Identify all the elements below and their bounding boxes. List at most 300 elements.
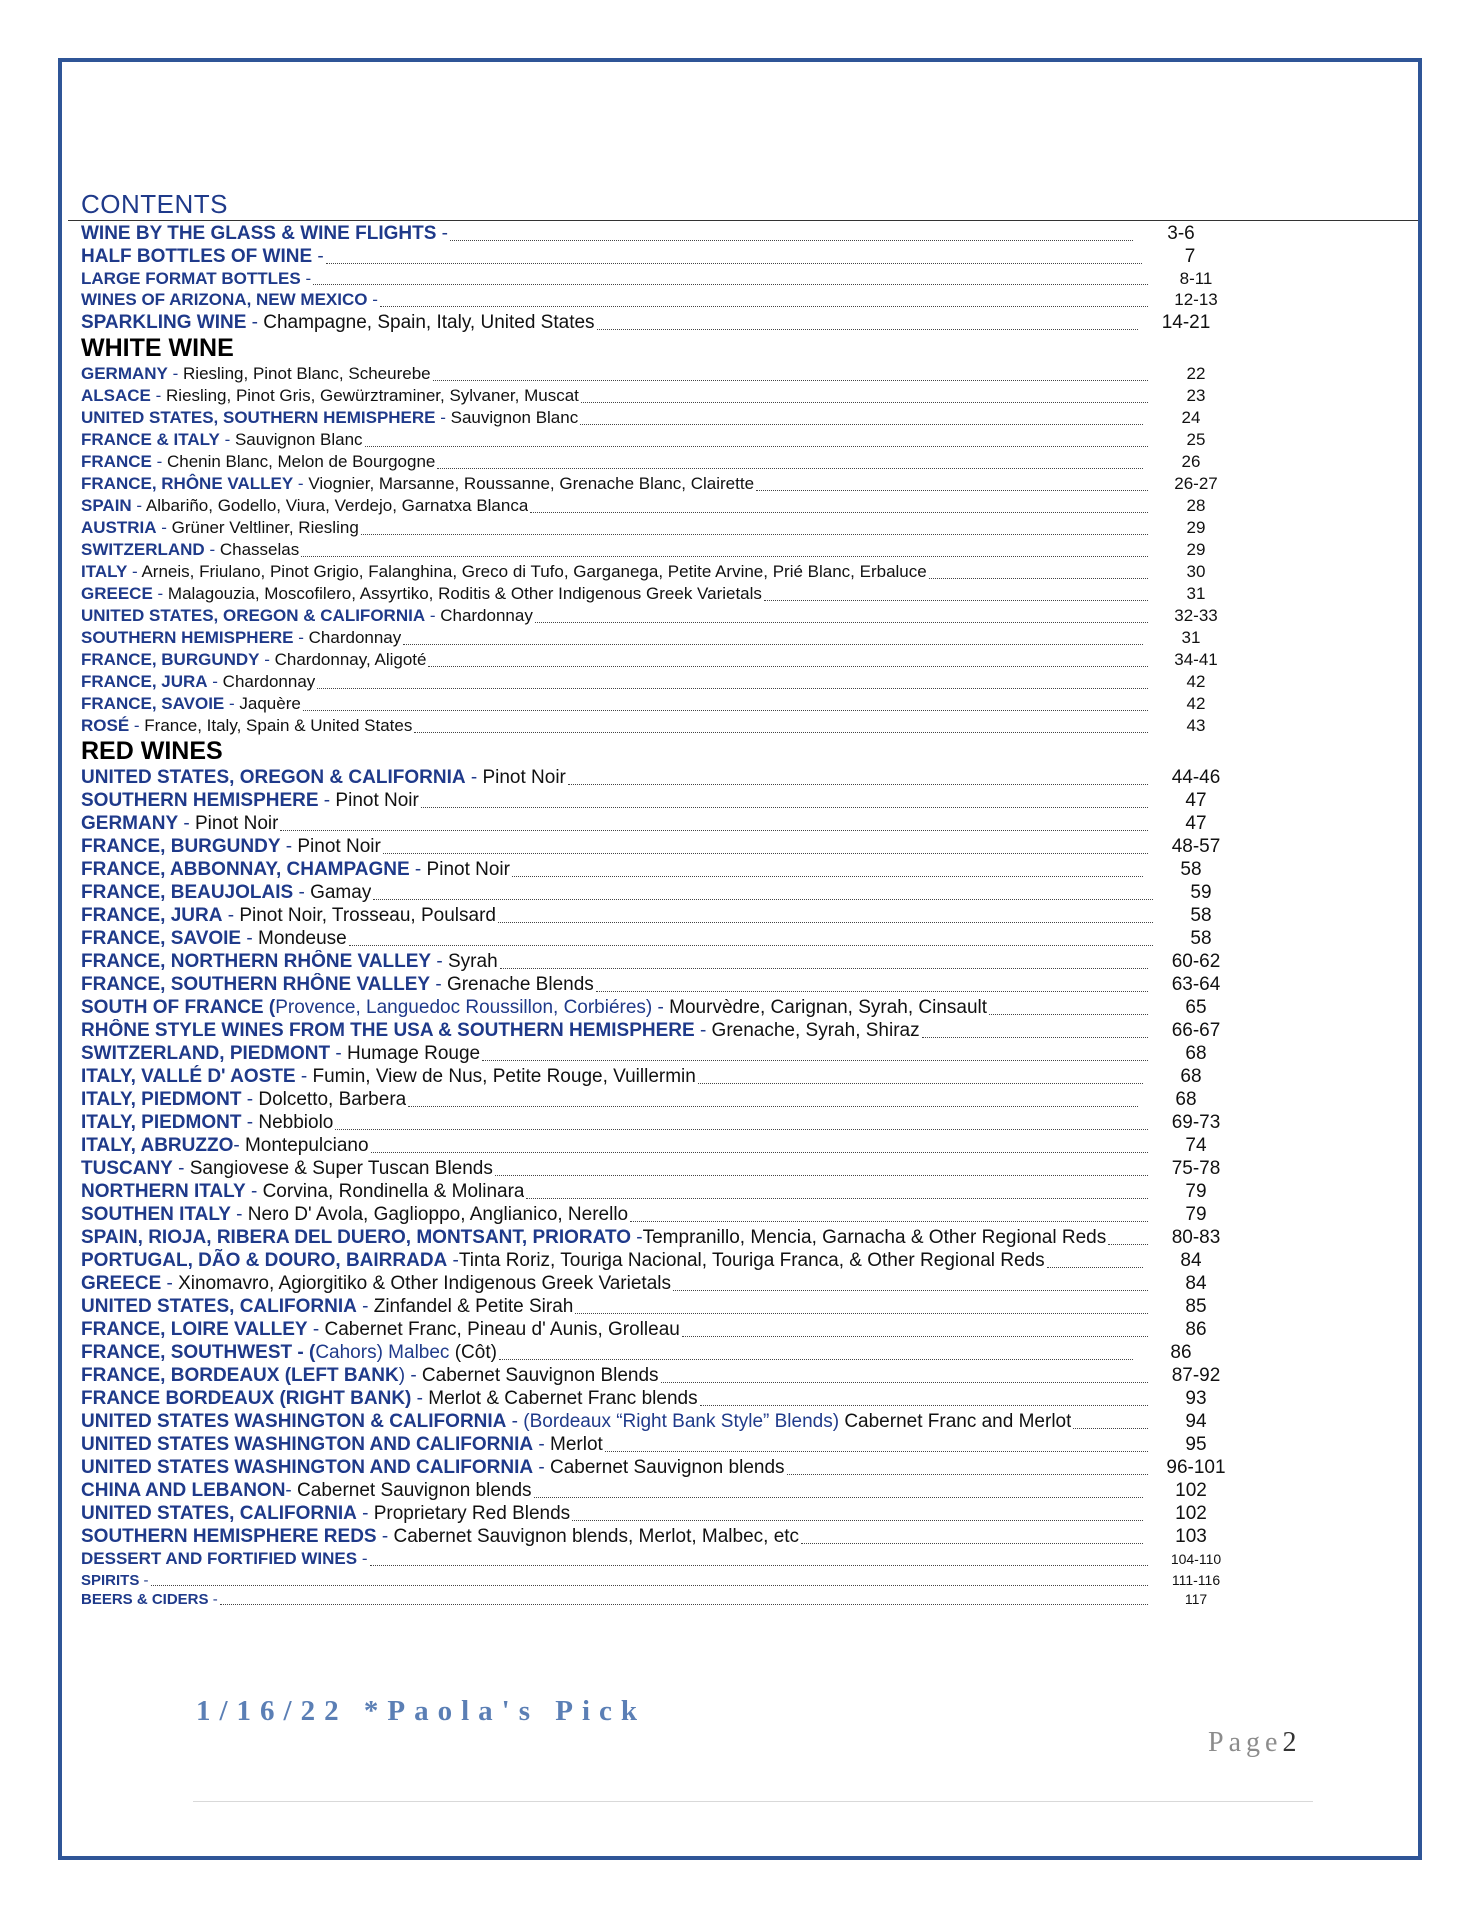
toc-separator: -	[293, 474, 304, 493]
dot-leader	[495, 1175, 1148, 1176]
dot-leader	[580, 424, 1143, 425]
toc-description: Pinot Noir	[189, 813, 279, 834]
toc-row[interactable]	[81, 1387, 1241, 1410]
toc-row[interactable]	[81, 1180, 1241, 1203]
toc-description: Chardonnay	[303, 628, 402, 647]
toc-entry	[81, 245, 324, 268]
toc-region: FRANCE, SOUTHWEST - (	[81, 1342, 316, 1363]
dot-leader	[1108, 1244, 1148, 1245]
toc-page-number: 26-27	[1174, 474, 1218, 493]
toc-page-number: 86	[1170, 1342, 1192, 1363]
toc-page-number: 69-73	[1171, 1112, 1221, 1133]
toc-row[interactable]	[81, 1295, 1241, 1318]
dot-leader	[756, 490, 1148, 491]
toc-entry	[81, 517, 359, 539]
toc-region: FRANCE, BORDEAUX (LEFT BANK	[81, 1365, 399, 1386]
toc-page-number: 104-110	[1170, 1551, 1222, 1567]
toc-separator: -	[356, 1296, 369, 1317]
toc-page-number: 14-21	[1161, 312, 1211, 333]
toc-row[interactable]	[81, 451, 1236, 473]
toc-row[interactable]	[81, 561, 1241, 583]
toc-row[interactable]	[81, 1111, 1241, 1134]
toc-region: RHÔNE STYLE WINES FROM THE USA & SOUTHERN HEMISPHERE	[81, 1020, 695, 1041]
toc-region: UNITED STATES, OREGON & CALIFORNIA	[81, 767, 466, 788]
toc-entry	[81, 429, 363, 451]
toc-page-number: 60-62	[1171, 951, 1221, 972]
toc-page-number: 95	[1185, 1434, 1207, 1455]
toc-separator: -	[139, 1572, 149, 1589]
toc-separator: -	[312, 246, 324, 267]
toc-separator: -	[152, 584, 164, 603]
toc-page-number: 79	[1185, 1204, 1207, 1225]
toc-page-number: 29	[1186, 540, 1206, 559]
dot-leader	[500, 968, 1148, 969]
toc-row[interactable]	[81, 1479, 1236, 1502]
toc-separator: -	[233, 1135, 240, 1156]
toc-entry	[81, 311, 595, 334]
toc-row[interactable]	[81, 495, 1241, 517]
toc-page-number: 80-83	[1171, 1227, 1221, 1248]
toc-paren: Provence, Languedoc Roussillon, Corbiéres) -	[275, 997, 664, 1018]
toc-entry	[81, 693, 301, 715]
dot-leader	[764, 600, 1148, 601]
toc-row[interactable]	[81, 996, 1241, 1019]
toc-description: Pinot Noir	[477, 767, 566, 788]
dot-leader	[512, 876, 1143, 877]
toc-entry	[81, 881, 371, 904]
toc-region: ITALY, ABRUZZO	[81, 1135, 234, 1156]
toc-row[interactable]	[81, 950, 1241, 973]
toc-page-number: 8-11	[1179, 269, 1213, 288]
toc-region: UNITED STATES WASHINGTON & CALIFORNIA	[81, 1411, 507, 1432]
contents-title: CONTENTS	[81, 189, 228, 219]
toc-row[interactable]	[81, 1410, 1241, 1433]
toc-page-number: 32-33	[1174, 606, 1218, 625]
toc-page-number: 65	[1185, 997, 1207, 1018]
toc-region: SOUTHERN HEMISPHERE	[81, 628, 294, 647]
toc-description: Tinta Roriz, Touriga Nacional, Touriga Franca, & Other Regional Reds	[458, 1250, 1045, 1271]
toc-page-number: 87-92	[1171, 1365, 1221, 1386]
dot-leader	[335, 1129, 1148, 1130]
toc-description: Albariño, Godello, Viura, Verdejo, Garnatxa Blanca	[142, 496, 529, 515]
toc-row[interactable]	[81, 715, 1241, 737]
dot-leader	[421, 807, 1148, 808]
toc-description: Merlot & Cabernet Franc blends	[423, 1388, 698, 1409]
toc-description: Pinot Noir	[292, 836, 381, 857]
toc-entry	[81, 561, 927, 583]
dot-leader	[661, 1382, 1148, 1383]
toc-region: FRANCE, SAVOIE	[81, 694, 225, 713]
toc-entry	[81, 289, 378, 311]
toc-description: Nebbiolo	[253, 1112, 334, 1133]
toc-description: Grüner Veltliner, Riesling	[166, 518, 359, 537]
toc-description: Chenin Blanc, Melon de Bourgogne	[162, 452, 436, 471]
toc-entry	[81, 1042, 480, 1065]
toc-separator: -	[224, 694, 235, 713]
dot-leader	[326, 263, 1142, 264]
toc-page-number: 43	[1186, 716, 1206, 735]
dot-leader	[414, 732, 1148, 733]
toc-row[interactable]	[81, 385, 1241, 407]
toc-page-number: 47	[1185, 813, 1207, 834]
toc-separator: -	[436, 223, 448, 244]
toc-row[interactable]	[81, 671, 1241, 693]
toc-region: FRANCE, SOUTHERN RHÔNE VALLEY	[81, 974, 431, 995]
toc-separator: -	[172, 1158, 185, 1179]
toc-page-number: 66-67	[1171, 1020, 1221, 1041]
toc-row[interactable]	[81, 649, 1241, 671]
dot-leader	[437, 468, 1143, 469]
toc-page-number: 12-13	[1174, 290, 1218, 309]
toc-separator: ) -	[398, 1365, 417, 1386]
toc-row[interactable]	[81, 1525, 1236, 1548]
dot-leader	[526, 1198, 1148, 1199]
footer-date-pick: 1/16/22 *Paola's Pick	[196, 1695, 646, 1727]
toc-description: Fumin, View de Nus, Petite Rouge, Vuillermin	[307, 1066, 696, 1087]
toc-separator: -	[178, 813, 190, 834]
dot-leader	[220, 1604, 1148, 1605]
toc-row[interactable]	[81, 1548, 1241, 1570]
toc-region: WINE BY THE GLASS & WINE FLIGHTS	[81, 223, 437, 244]
toc-entry	[81, 1479, 532, 1502]
toc-row[interactable]	[81, 812, 1241, 835]
toc-page-number: 25	[1186, 430, 1206, 449]
toc-entry	[81, 268, 311, 289]
toc-description: Dolcetto, Barbera	[253, 1089, 407, 1110]
dot-leader	[301, 556, 1148, 557]
toc-region: TUSCANY	[81, 1158, 173, 1179]
toc-page-number: 111-116	[1171, 1572, 1221, 1588]
dot-leader	[313, 284, 1148, 285]
toc-region: FRANCE, BURGUNDY	[81, 650, 260, 669]
dot-leader	[922, 1037, 1148, 1038]
toc-entry	[81, 1387, 698, 1410]
toc-region: FRANCE, ABBONNAY, CHAMPAGNE	[81, 859, 410, 880]
toc-region: SWITZERLAND, PIEDMONT	[81, 1043, 331, 1064]
toc-page-number: 59	[1190, 882, 1212, 903]
section-heading: RED WINES	[81, 737, 223, 765]
toc-separator: -	[356, 1503, 369, 1524]
toc-page-number: 84	[1180, 1250, 1202, 1271]
toc-page-number: 102	[1175, 1480, 1207, 1501]
dot-leader	[361, 534, 1148, 535]
toc-description: Chardonnay	[217, 672, 316, 691]
dot-leader	[572, 1520, 1143, 1521]
toc-row[interactable]	[81, 429, 1241, 451]
toc-row[interactable]	[81, 1364, 1241, 1387]
toc-separator: -	[430, 974, 442, 995]
toc-paren: Cahors) Malbec	[315, 1342, 450, 1363]
toc-separator: -	[431, 951, 443, 972]
toc-separator: -	[156, 518, 167, 537]
toc-row[interactable]	[81, 1065, 1236, 1088]
toc-region: LARGE FORMAT BOTTLES	[81, 269, 301, 288]
toc-separator: -	[293, 628, 304, 647]
toc-row[interactable]	[81, 1249, 1236, 1272]
toc-separator: -	[207, 672, 218, 691]
toc-separator: -	[219, 430, 231, 449]
toc-page-number: 79	[1185, 1181, 1207, 1202]
toc-separator: -	[533, 1457, 545, 1478]
toc-row[interactable]	[81, 1570, 1241, 1590]
toc-description: Sangiovese & Super Tuscan Blends	[184, 1158, 493, 1179]
dot-leader	[380, 306, 1148, 307]
toc-page-number: 85	[1185, 1296, 1207, 1317]
toc-separator: -	[506, 1411, 518, 1432]
toc-description: Sauvignon Blanc	[230, 430, 363, 449]
toc-separator: -	[259, 650, 270, 669]
dot-leader	[568, 784, 1148, 785]
toc-region: BEERS & CIDERS	[81, 1591, 209, 1608]
toc-row[interactable]	[81, 904, 1246, 927]
toc-entry	[81, 1318, 680, 1341]
toc-region: SWITZERLAND	[81, 540, 205, 559]
toc-description: Corvina, Rondinella & Molinara	[257, 1181, 525, 1202]
toc-row[interactable]	[81, 583, 1241, 605]
toc-description: Champagne, Spain, Italy, United States	[257, 312, 595, 333]
toc-row[interactable]	[81, 1433, 1241, 1456]
dot-leader	[499, 1359, 1133, 1360]
toc-entry	[81, 1590, 218, 1609]
toc-row[interactable]	[81, 1019, 1241, 1042]
toc-row[interactable]	[81, 927, 1246, 950]
toc-entry	[81, 407, 578, 429]
toc-description: Tempranillo, Mencia, Garnacha & Other Regional Reds	[642, 1227, 1107, 1248]
dot-leader	[450, 240, 1133, 241]
toc-description: Chardonnay	[435, 606, 533, 625]
toc-page-number: 58	[1180, 859, 1202, 880]
toc-description: Zinfandel & Petite Sirah	[368, 1296, 574, 1317]
toc-entry	[81, 835, 381, 858]
toc-separator: -	[241, 928, 253, 949]
toc-separator: -	[307, 1319, 320, 1340]
toc-description: Pinot Noir, Trosseau, Poulsard	[234, 905, 496, 926]
toc-separator: -	[129, 716, 140, 735]
toc-entry	[81, 1065, 696, 1088]
toc-region: NORTHERN ITALY	[81, 1181, 246, 1202]
toc-page-number: 94	[1185, 1411, 1207, 1432]
toc-page-number: 7	[1184, 246, 1196, 267]
toc-entry	[81, 1548, 368, 1570]
toc-row[interactable]	[81, 1590, 1241, 1609]
dot-leader	[373, 899, 1153, 900]
toc-description: Pinot Noir	[421, 859, 510, 880]
toc-description: Jaquère	[234, 694, 301, 713]
toc-page-number: 103	[1175, 1526, 1207, 1547]
toc-region: FRANCE, BEAUJOLAIS	[81, 882, 294, 903]
toc-page-number: 68	[1180, 1066, 1202, 1087]
toc-region: GREECE	[81, 1273, 162, 1294]
toc-row[interactable]	[81, 311, 1231, 334]
toc-separator: -	[357, 1549, 368, 1568]
toc-region: ITALY, PIEDMONT	[81, 1112, 242, 1133]
toc-region: WINES OF ARIZONA, NEW MEXICO	[81, 290, 368, 309]
toc-page-number: 28	[1186, 496, 1206, 515]
toc-row[interactable]	[81, 517, 1241, 539]
toc-row[interactable]	[81, 222, 1226, 245]
toc-region: FRANCE	[81, 452, 152, 471]
toc-region: GREECE	[81, 584, 153, 603]
dot-leader	[801, 1543, 1143, 1544]
toc-page-number: 42	[1186, 672, 1206, 691]
toc-row[interactable]	[81, 289, 1241, 311]
toc-row[interactable]	[81, 1042, 1241, 1065]
toc-row[interactable]	[81, 766, 1241, 789]
toc-row[interactable]	[81, 973, 1241, 996]
toc-row[interactable]	[81, 473, 1241, 495]
toc-page-number: 86	[1185, 1319, 1207, 1340]
toc-separator: -	[127, 562, 138, 581]
toc-separator: -	[230, 1204, 243, 1225]
toc-region: PORTUGAL, DÃO & DOURO, BAIRRADA	[81, 1250, 448, 1271]
toc-page-number: 58	[1190, 905, 1212, 926]
toc-entry	[81, 1341, 497, 1364]
toc-entry	[81, 1410, 1071, 1433]
toc-row[interactable]	[81, 858, 1236, 881]
toc-row[interactable]	[81, 693, 1241, 715]
dot-leader	[597, 329, 1138, 330]
toc-entry	[81, 1272, 671, 1295]
toc-description: Grenache, Syrah, Shiraz	[706, 1020, 920, 1041]
toc-description: Riesling, Pinot Gris, Gewürztraminer, Sylvaner, Muscat	[161, 386, 579, 405]
toc-description: Cabernet Franc, Pineau d' Aunis, Grolleau	[319, 1319, 680, 1340]
toc-page-number: 75-78	[1171, 1158, 1221, 1179]
toc-page-number: 29	[1186, 518, 1206, 537]
toc-description: Sauvignon Blanc	[445, 408, 579, 427]
toc-separator: -	[318, 790, 331, 811]
toc-page-number: 117	[1184, 1591, 1208, 1607]
toc-row[interactable]	[81, 1341, 1226, 1364]
toc-page-number: 84	[1185, 1273, 1207, 1294]
toc-region: FRANCE, JURA	[81, 905, 223, 926]
dot-leader	[1073, 1428, 1148, 1429]
toc-separator: -	[367, 290, 378, 309]
toc-region: ITALY	[81, 562, 128, 581]
toc-entry	[81, 1571, 149, 1591]
toc-region: FRANCE & ITALY	[81, 430, 220, 449]
toc-description: Mondeuse	[252, 928, 347, 949]
page-num: 2	[1282, 1727, 1297, 1758]
toc-separator: -	[376, 1526, 389, 1547]
toc-row[interactable]	[81, 1226, 1241, 1249]
toc-row[interactable]	[81, 1203, 1241, 1226]
toc-row[interactable]	[81, 1456, 1241, 1479]
toc-page-number: 22	[1186, 364, 1206, 383]
toc-entry	[81, 1180, 524, 1203]
toc-page-number: 74	[1185, 1135, 1207, 1156]
toc-row[interactable]	[81, 407, 1236, 429]
toc-entry	[81, 996, 987, 1019]
section-heading: WHITE WINE	[81, 334, 234, 362]
toc-entry	[81, 222, 448, 245]
dot-leader	[530, 512, 1148, 513]
dot-leader	[383, 853, 1148, 854]
dot-leader	[787, 1474, 1148, 1475]
toc-region: SOUTHERN HEMISPHERE REDS	[81, 1526, 377, 1547]
toc-row[interactable]	[81, 835, 1241, 858]
toc-entry	[81, 715, 412, 737]
toc-row[interactable]	[81, 881, 1246, 904]
toc-description: Grenache Blends	[441, 974, 594, 995]
dot-leader	[428, 666, 1148, 667]
toc-row[interactable]	[81, 789, 1241, 812]
dot-leader	[581, 402, 1148, 403]
dot-leader	[370, 1565, 1149, 1566]
toc-row[interactable]	[81, 245, 1235, 268]
toc-entry	[81, 858, 510, 881]
toc-description: Cabernet Franc and Merlot	[839, 1411, 1072, 1432]
toc-page-number: 63-64	[1171, 974, 1221, 995]
toc-entry	[81, 1456, 785, 1479]
toc-entry	[81, 583, 762, 605]
dot-leader	[596, 991, 1148, 992]
toc-description: Arneis, Friulano, Pinot Grigio, Falanghina, Greco di Tufo, Garganega, Petite Arvine, Prié Blanc, Erbaluce	[137, 562, 927, 581]
toc-entry	[81, 385, 579, 407]
toc-separator: -	[409, 859, 422, 880]
toc-row[interactable]	[81, 539, 1241, 561]
toc-row[interactable]	[81, 268, 1241, 289]
toc-entry	[81, 671, 315, 693]
toc-page-number: 26	[1181, 452, 1201, 471]
toc-description: Riesling, Pinot Blanc, Scheurebe	[178, 364, 431, 383]
toc-separator: -	[447, 1250, 459, 1271]
toc-region: ALSACE	[81, 386, 151, 405]
toc-separator: -	[293, 882, 305, 903]
dot-leader	[673, 1290, 1148, 1291]
toc-separator: -	[204, 540, 216, 559]
toc-region: CHINA AND LEBANON	[81, 1480, 286, 1501]
toc-separator: -	[131, 496, 143, 515]
toc-region: SOUTHEN ITALY	[81, 1204, 231, 1225]
toc-description: France, Italy, Spain & United States	[139, 716, 413, 735]
toc-row[interactable]	[81, 1272, 1241, 1295]
toc-page-number: 58	[1190, 928, 1212, 949]
toc-description: Gamay	[304, 882, 372, 903]
dot-leader	[498, 922, 1153, 923]
toc-entry	[81, 973, 594, 996]
toc-separator: -	[245, 1181, 258, 1202]
toc-region: UNITED STATES, CALIFORNIA	[81, 1296, 357, 1317]
toc-description: Xinomavro, Agiorgitiko & Other Indigenous Greek Varietals	[172, 1273, 671, 1294]
toc-region: GERMANY	[81, 813, 179, 834]
toc-row[interactable]	[81, 1134, 1241, 1157]
toc-separator: -	[411, 1388, 423, 1409]
toc-region: GERMANY	[81, 364, 168, 383]
toc-paren: (Bordeaux “Right Bank Style” Blends)	[518, 1411, 840, 1432]
toc-page-number: 31	[1181, 628, 1201, 647]
toc-page-number: 96-101	[1166, 1457, 1226, 1478]
toc-region: SPIRITS	[81, 1572, 140, 1589]
toc-row[interactable]	[81, 627, 1236, 649]
toc-region: HALF BOTTLES OF WINE	[81, 246, 313, 267]
toc-row[interactable]	[81, 363, 1241, 385]
toc-description: Chasselas	[215, 540, 300, 559]
toc-description: Cabernet Sauvignon blends, Merlot, Malbec, etc	[388, 1526, 800, 1547]
toc-region: FRANCE, JURA	[81, 672, 208, 691]
toc-entry	[81, 1088, 406, 1111]
toc-separator: -	[150, 386, 162, 405]
toc-row[interactable]	[81, 605, 1241, 627]
toc-page-number: 31	[1186, 584, 1206, 603]
toc-row[interactable]	[81, 1157, 1241, 1180]
dot-leader	[317, 688, 1148, 689]
toc-row[interactable]	[81, 1502, 1236, 1525]
toc-row[interactable]	[81, 1318, 1241, 1341]
dot-leader	[151, 1585, 1148, 1586]
toc-entry	[81, 1525, 799, 1548]
toc-region: FRANCE, NORTHERN RHÔNE VALLEY	[81, 951, 432, 972]
toc-row[interactable]	[81, 1088, 1231, 1111]
